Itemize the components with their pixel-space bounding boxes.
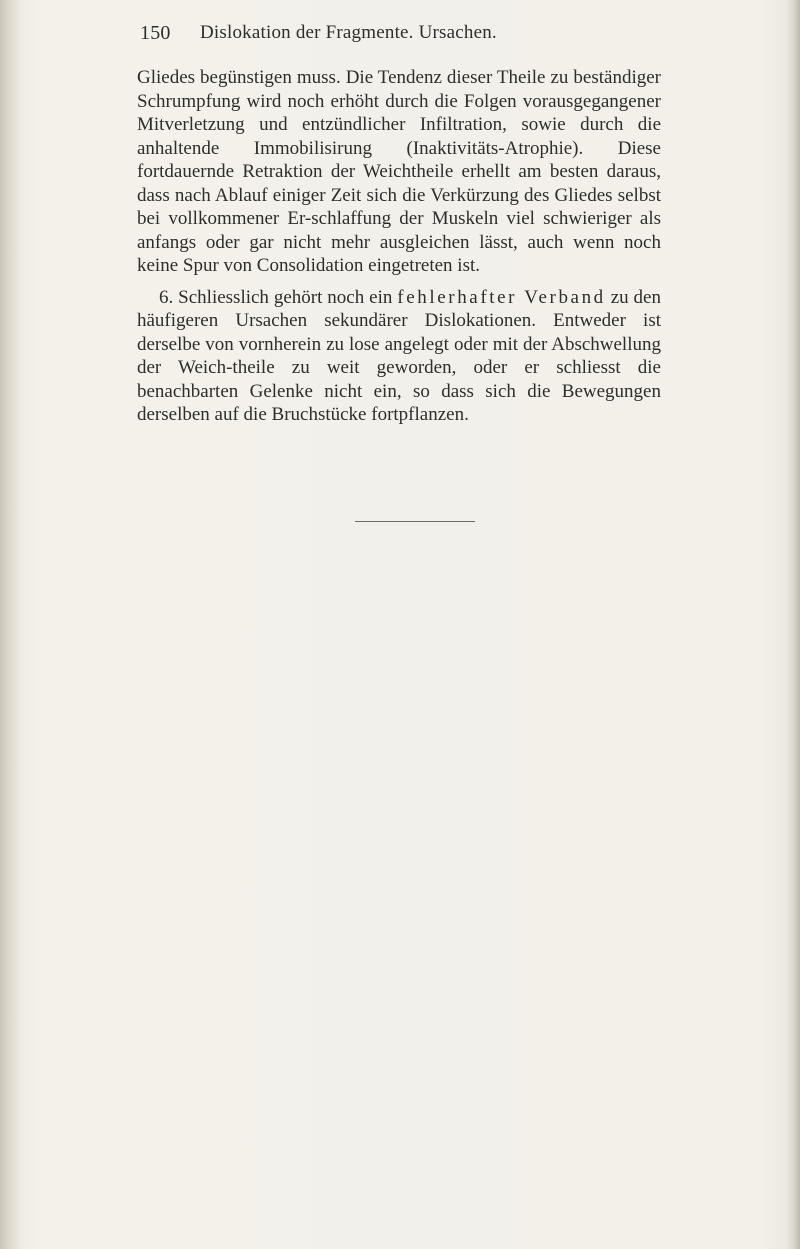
paragraph-2: [137, 286, 661, 427]
paragraph-2-end: zu den häufigeren Ursachen sekundärer Dislokationen. Entweder ist derselbe von vornherein zu lose angelegt oder mit der Abschwellung der Weich-theile zu weit geworden, oder er schliesst die benachbarten Gelenke nicht ein, so dass sich die Bewegungen derselben auf die Bruchstücke fortpflanzen.: [137, 286, 661, 425]
page-number: 150: [140, 22, 171, 44]
emphasized-term: fehlerhafter Verband: [397, 286, 606, 308]
end-rule: [355, 521, 475, 522]
paragraph-2-start: 6. Schliesslich gehört noch ein: [159, 286, 398, 308]
page-edge: [786, 0, 800, 1249]
body-text: [137, 66, 661, 427]
paragraph-1: Gliedes begünstigen muss. Die Tendenz dieser Theile zu beständiger Schrumpfung wird noch erhöht durch die Folgen vorausgegangener Mitverletzung und entzündlicher Infiltration, sowie durch die anhaltende Immobilisirung (Inaktivitäts-Atrophie). Diese fortdauernde Retraktion der Weichtheile erhellt am besten daraus, dass nach Ablauf einiger Zeit sich die Verkürzung des Gliedes selbst bei vollkommener Er-schlaffung der Muskeln viel schwieriger als anfangs oder gar nicht mehr ausgleichen lässt, auch wenn noch keine Spur von Consolidation eingetreten ist.: [137, 67, 661, 276]
spine-shadow: [0, 0, 22, 1249]
page-header: [140, 22, 660, 50]
running-head: Dislokation der Fragmente. Ursachen.: [200, 22, 497, 43]
